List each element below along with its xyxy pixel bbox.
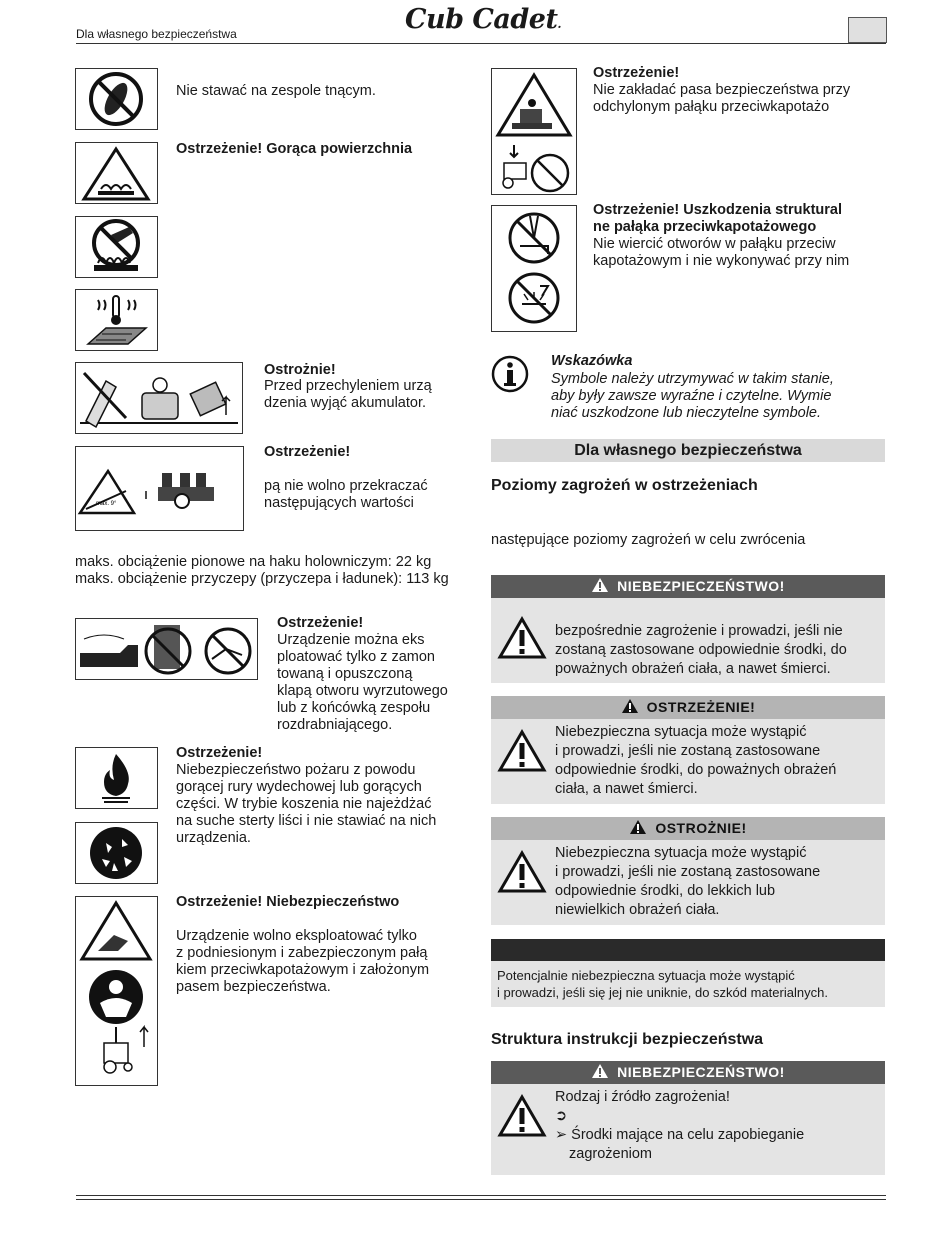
rops-line-1: Urządzenie wolno eksploatować tylko bbox=[176, 928, 417, 944]
load-value-1: maks. obciążenie pionowe na haku holowniczym: 22 kg bbox=[75, 554, 432, 570]
flap-line-2: ploatować tylko z zamon bbox=[277, 649, 435, 665]
tilt-title: Ostrożnie! bbox=[264, 362, 336, 378]
slope-label: max. 9° bbox=[96, 501, 117, 507]
discharge-flap-icon bbox=[75, 618, 258, 680]
belt-line-1: Nie zakładać pasa bezpieczeństwa przy bbox=[593, 82, 851, 98]
note-line-1: Symbole należy utrzymywać w takim stanie, bbox=[551, 371, 834, 387]
levels-heading: Poziomy zagrożeń w ostrzeżeniach bbox=[491, 477, 758, 494]
fire-line-5: urządzenia. bbox=[176, 830, 251, 846]
brand-logo: Cub Cadet. bbox=[405, 4, 562, 35]
fire-line-1: Niebezpieczeństwo pożaru z powodu bbox=[176, 762, 416, 778]
fire-icon bbox=[75, 747, 158, 809]
footer-rule-2 bbox=[76, 1199, 886, 1200]
section-title-bar: Dla własnego bezpieczeństwa bbox=[491, 439, 885, 462]
no-step-icon bbox=[75, 68, 158, 130]
danger-line-1: bezpośrednie zagrożenie i prowadzi, jeśli nie bbox=[555, 623, 843, 639]
levels-intro: następujące poziomy zagrożeń w celu zwrócenia bbox=[491, 532, 806, 548]
rops-title: Ostrzeżenie! Niebezpieczeństwo bbox=[176, 894, 400, 910]
caution-header: OSTROŻNIE! bbox=[491, 817, 885, 840]
warning-box bbox=[491, 696, 885, 804]
warning-mini-icon bbox=[591, 577, 609, 593]
notice-box bbox=[491, 939, 885, 1007]
struct-dmg-line-1: Nie wiercić otworów w pałąku przeciw bbox=[593, 236, 836, 252]
load-title: Ostrzeżenie! bbox=[264, 444, 351, 460]
tilt-line-1: Przed przechyleniem urzą bbox=[264, 378, 432, 394]
flap-line-3: towaną i opuszczoną bbox=[277, 666, 413, 682]
structure-heading: Struktura instrukcji bezpieczeństwa bbox=[491, 1031, 764, 1048]
struct-dmg-title-1: Ostrzeżenie! Uszkodzenia struktural bbox=[593, 202, 842, 218]
struct-dmg-title-2: ne pałąka przeciwkapotażowego bbox=[593, 219, 817, 235]
no-step-text: Nie stawać na zespole tnącym. bbox=[176, 83, 376, 99]
caution-box bbox=[491, 817, 885, 925]
warning-line-4: ciała, a nawet śmierci. bbox=[555, 781, 698, 797]
notice-line-2: i prowadzi, jeśli się jej nie uniknie, do szkód materialnych. bbox=[497, 985, 828, 1000]
caution-line-4: niewielkich obrażeń ciała. bbox=[555, 902, 720, 918]
flap-line-5: lub z końcówką zespołu bbox=[277, 700, 431, 716]
load-line-1: pą nie wolno przekraczać bbox=[264, 478, 428, 494]
belt-line-2: odchylonym pałąku przeciwkapotażo bbox=[593, 99, 830, 115]
info-icon bbox=[491, 355, 529, 398]
seatbelt-rops-icon bbox=[491, 68, 577, 195]
structure-line-3: ➢ Środki mające na celu zapobieganie bbox=[555, 1127, 805, 1143]
thermometer-hot-icon bbox=[75, 289, 158, 351]
structure-line-1: Rodzaj i źródło zagrożenia! bbox=[555, 1089, 730, 1105]
structure-example-box bbox=[491, 1061, 885, 1175]
flap-line-4: klapą otworu wyrzutowego bbox=[277, 683, 448, 699]
note-line-2: aby były zawsze wyraźne i czytelne. Wymie bbox=[551, 388, 832, 404]
hot-surface-text: Ostrzeżenie! Gorąca powierzchnia bbox=[176, 141, 413, 157]
caution-line-1: Niebezpieczna sytuacja może wystąpić bbox=[555, 845, 807, 861]
warning-triangle-icon bbox=[497, 616, 547, 660]
fire-line-2: gorącej rury wydechowej lub gorących bbox=[176, 779, 422, 795]
tilt-line-2: dzenia wyjąć akumulator. bbox=[264, 395, 426, 411]
notice-header bbox=[491, 939, 885, 961]
danger-line-3: poważnych obrażeń ciała, a nawet śmierci. bbox=[555, 661, 831, 677]
caution-line-3: odpowiednie środki, do lekkich lub bbox=[555, 883, 776, 899]
warning-mini-icon bbox=[629, 819, 647, 835]
danger-header: NIEBEZPIECZEŃSTWO! bbox=[491, 575, 885, 598]
warning-line-2: i prowadzi, jeśli nie zostaną zastosowane bbox=[555, 743, 821, 759]
slope-load-icon bbox=[75, 446, 244, 531]
structure-line-4: zagrożeniom bbox=[569, 1146, 653, 1162]
caution-line-2: i prowadzi, jeśli nie zostaną zastosowane bbox=[555, 864, 821, 880]
flap-line-1: Urządzenie można eks bbox=[277, 632, 425, 648]
page-number-box bbox=[848, 17, 887, 43]
running-header: Dla własnego bezpieczeństwa bbox=[76, 27, 237, 41]
warning-mini-icon bbox=[591, 1063, 609, 1079]
warning-triangle-icon bbox=[497, 850, 547, 894]
belt-title: Ostrzeżenie! bbox=[593, 65, 680, 81]
rops-icon bbox=[75, 896, 158, 1086]
warning-line-3: odpowiednie środki, do poważnych obrażeń bbox=[555, 762, 837, 778]
structure-header: NIEBEZPIECZEŃSTWO! bbox=[491, 1061, 885, 1084]
note-line-3: niać uszkodzone lub nieczytelne symbole. bbox=[551, 405, 822, 421]
struct-dmg-line-2: kapotażowym i nie wykonywać przy nim bbox=[593, 253, 850, 269]
warning-triangle-icon bbox=[497, 729, 547, 773]
footer-rule bbox=[76, 1195, 886, 1196]
header-rule bbox=[76, 43, 886, 44]
warning-header: OSTRZEŻENIE! bbox=[491, 696, 885, 719]
dry-leaves-icon bbox=[75, 822, 158, 884]
fire-line-4: na suche sterty liści i nie stawiać na nich bbox=[176, 813, 437, 829]
load-line-2: następujących wartości bbox=[264, 495, 414, 511]
structure-line-2: ➲ bbox=[555, 1108, 568, 1124]
warning-line-1: Niebezpieczna sytuacja może wystąpić bbox=[555, 724, 807, 740]
notice-line-1: Potencjalnie niebezpieczna sytuacja może wystąpić bbox=[497, 968, 795, 983]
load-value-2: maks. obciążenie przyczepy (przyczepa i ładunek): 113 kg bbox=[75, 571, 449, 587]
hot-surface-icon bbox=[75, 142, 158, 204]
no-touch-hot-icon bbox=[75, 216, 158, 278]
rops-line-4: pasem bezpieczeństwa. bbox=[176, 979, 331, 995]
no-drill-weld-icon bbox=[491, 205, 577, 332]
tilt-battery-icon bbox=[75, 362, 243, 434]
danger-box bbox=[491, 575, 885, 683]
fire-line-3: części. W trybie koszenia nie najeżdżać bbox=[176, 796, 432, 812]
rops-line-3: kiem przeciwkapotażowym i założonym bbox=[176, 962, 430, 978]
warning-mini-icon bbox=[621, 698, 639, 714]
flap-title: Ostrzeżenie! bbox=[277, 615, 364, 631]
warning-triangle-icon bbox=[497, 1094, 547, 1138]
fire-title: Ostrzeżenie! bbox=[176, 745, 263, 761]
flap-line-6: rozdrabniającego. bbox=[277, 717, 393, 733]
note-title: Wskazówka bbox=[551, 353, 633, 369]
danger-line-2: zostaną zastosowane odpowiednie środki, do bbox=[555, 642, 847, 658]
rops-line-2: z podniesionym i zabezpieczonym pałą bbox=[176, 945, 428, 961]
